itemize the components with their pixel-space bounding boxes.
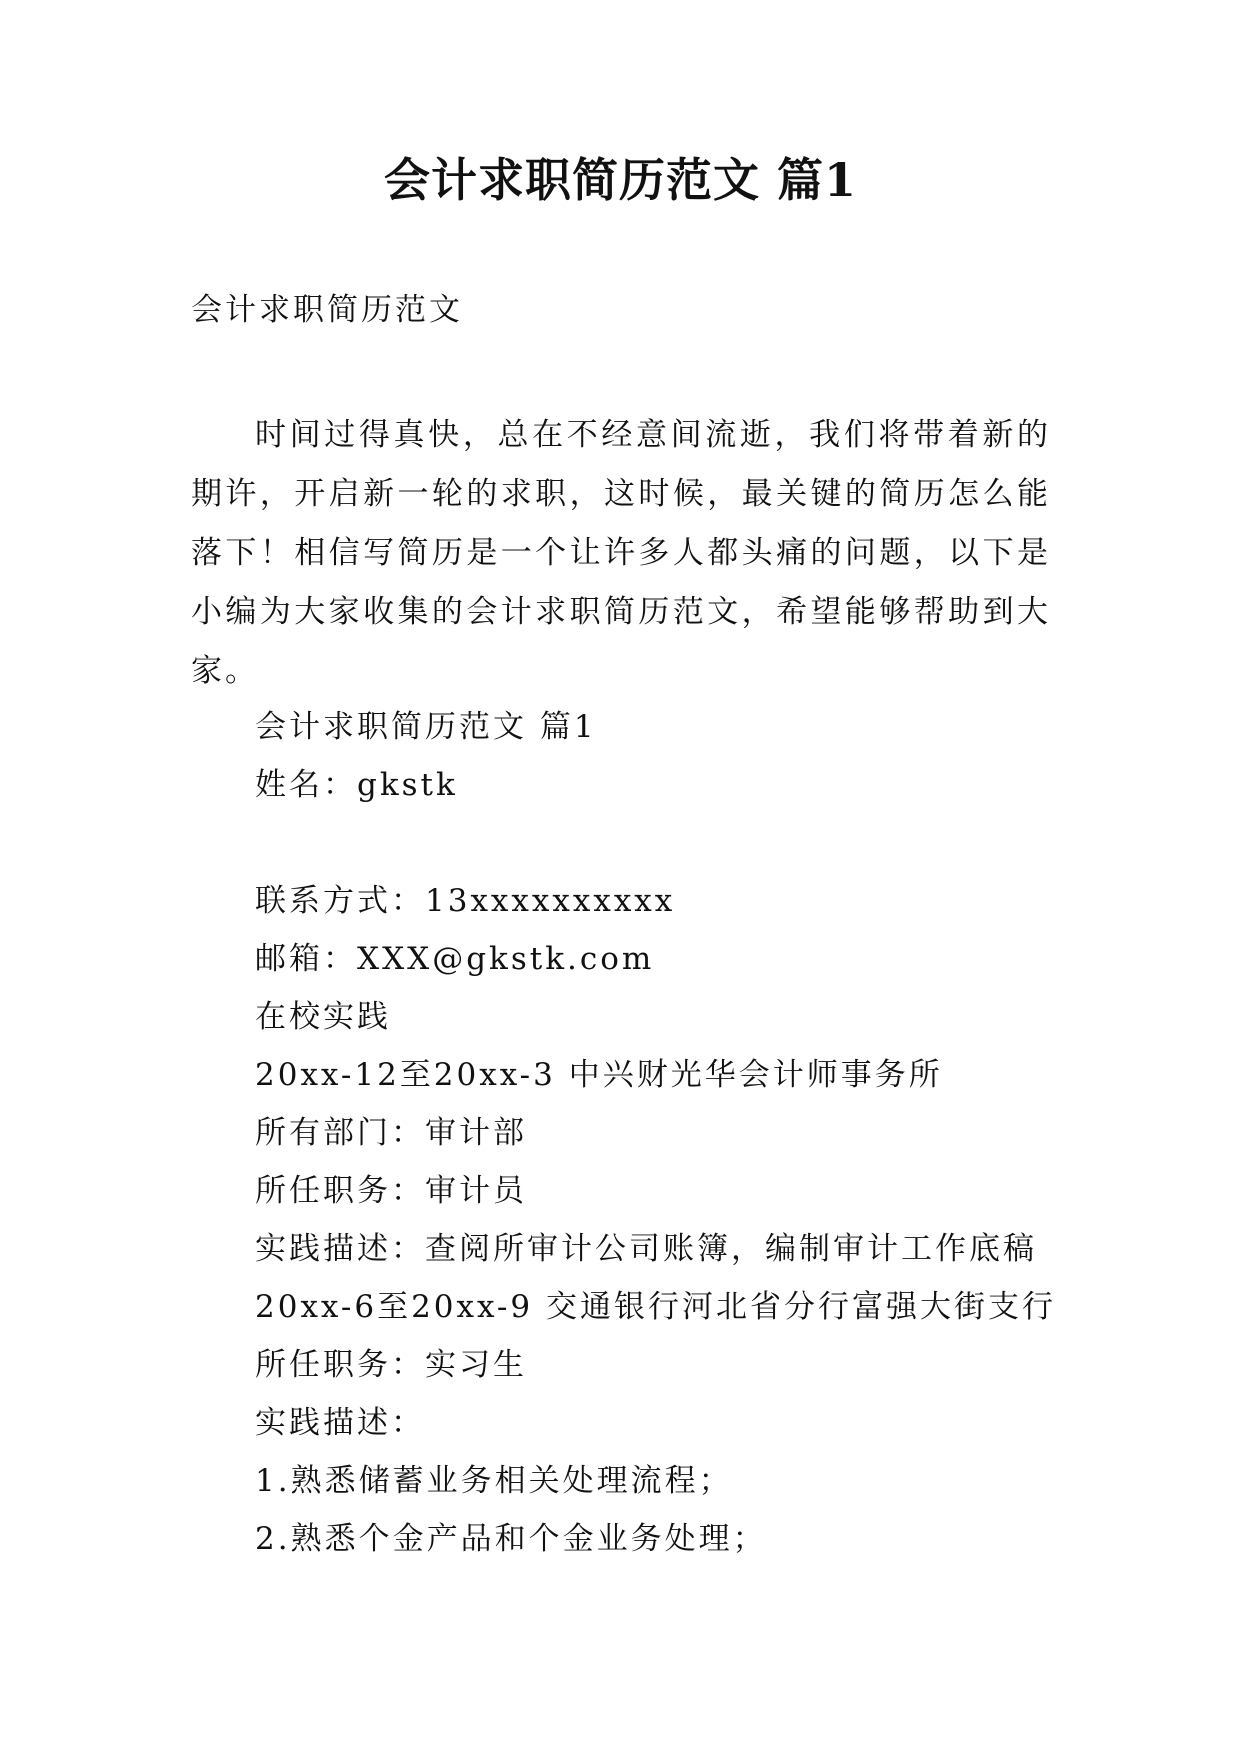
resume-line: 所任职务：实习生 xyxy=(255,1347,527,1383)
resume-line: 实践描述：查阅所审计公司账簿，编制审计工作底稿 xyxy=(255,1231,1037,1267)
document-subtitle: 会计求职简历范文 xyxy=(191,292,463,328)
resume-line: 所有部门：审计部 xyxy=(255,1115,527,1151)
resume-line: 所任职务：审计员 xyxy=(255,1173,527,1209)
resume-line: 20xx-6至20xx-9 交通银行河北省分行富强大街支行 xyxy=(255,1289,1056,1325)
resume-email: 邮箱：XXX@gkstk.com xyxy=(255,941,655,977)
resume-name: 姓名：gkstk xyxy=(255,767,458,803)
intro-paragraph: 时间过得真快，总在不经意间流逝，我们将带着新的期许，开启新一轮的求职，这时候，最关键的简历怎么能落下！相信写简历是一个让许多人都头痛的问题，以下是小编为大家收集的会计求职简历范文，希望能够帮助到大家。 xyxy=(191,417,1051,689)
resume-heading: 会计求职简历范文 篇1 xyxy=(255,709,597,745)
resume-section xyxy=(255,698,1056,1568)
document-title: 会计求职简历范文 篇1 xyxy=(383,153,858,207)
resume-contact: 联系方式：13xxxxxxxxxx xyxy=(255,883,676,919)
resume-line: 实践描述： xyxy=(255,1405,425,1441)
resume-line: 1.熟悉储蓄业务相关处理流程； xyxy=(255,1463,733,1499)
resume-line: 2.熟悉个金产品和个金业务处理； xyxy=(255,1521,767,1557)
resume-line: 20xx-12至20xx-3 中兴财光华会计师事务所 xyxy=(255,1057,943,1093)
resume-practice-heading: 在校实践 xyxy=(255,999,391,1035)
